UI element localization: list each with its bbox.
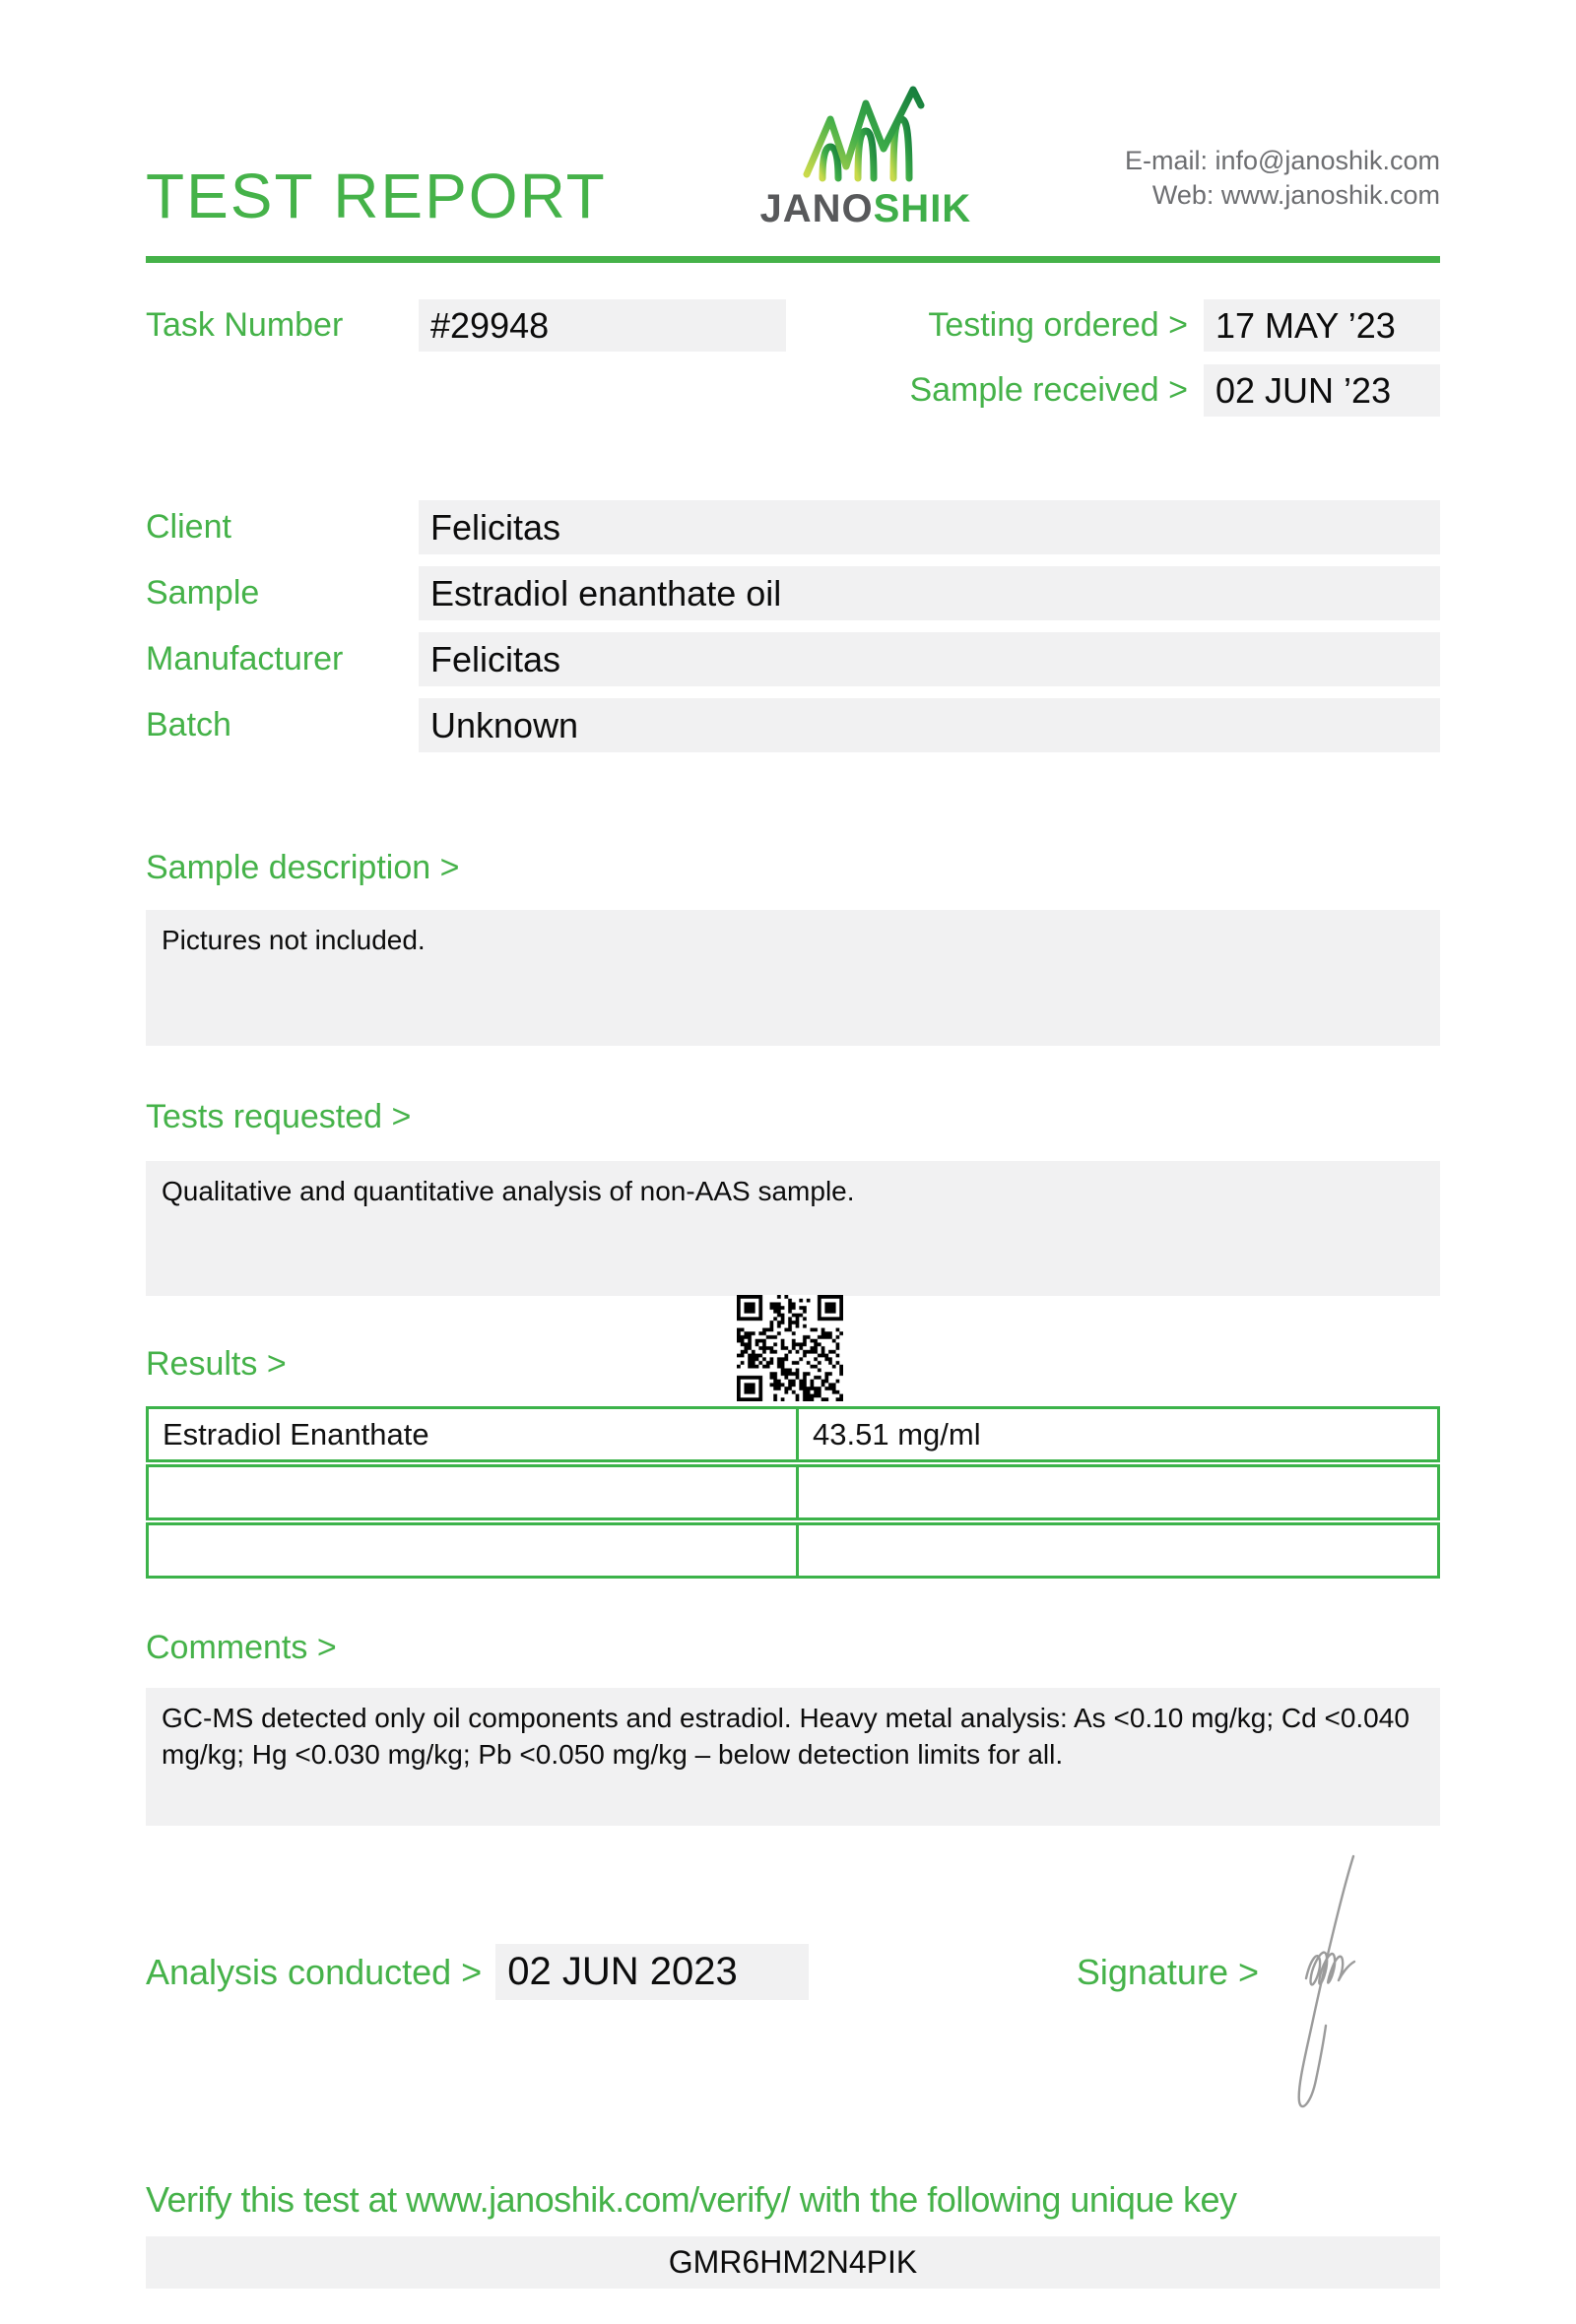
logo-jano: JANO (759, 187, 874, 230)
analyte-cell (149, 1467, 799, 1517)
signature-label: Signature > (1076, 1951, 1259, 1992)
result-value-cell: 43.51 mg/ml (813, 1417, 981, 1452)
tests-requested-box (146, 1161, 1440, 1296)
task-number-group (146, 299, 786, 417)
table-row (146, 1406, 1440, 1462)
sample-received-value: 02 JUN ’23 (1204, 364, 1440, 417)
sample-description-heading: Sample description > (146, 849, 460, 886)
unique-key-box: GMR6HM2N4PIK (146, 2236, 1440, 2289)
sample-value: Estradiol enanthate oil (419, 566, 1440, 620)
manufacturer-label: Manufacturer (146, 640, 344, 678)
contact-block (1125, 144, 1440, 213)
sample-description-text: Pictures not included. (162, 925, 426, 955)
table-row (146, 1522, 1440, 1579)
testing-ordered-value: 17 MAY ’23 (1204, 299, 1440, 352)
janoshik-logo (743, 82, 989, 230)
results-section (146, 1342, 1440, 1579)
conclusion-row (146, 1944, 1440, 2000)
tests-requested-text: Qualitative and quantitative analysis of non-AAS sample. (162, 1176, 855, 1206)
growth-chart-icon (801, 82, 931, 187)
dates-group (888, 299, 1440, 417)
page-title: TEST REPORT (146, 161, 607, 232)
testing-ordered-row (888, 299, 1440, 352)
info-row-sample (146, 566, 1440, 620)
logo-shik: SHIK (873, 187, 972, 230)
analysis-conducted-label: Analysis conducted > (146, 1951, 483, 1992)
info-row-client (146, 500, 1440, 554)
handwritten-signature (1273, 1850, 1391, 2131)
batch-label: Batch (146, 706, 231, 743)
verify-instruction: Verify this test at www.janoshik.com/verify/ with the following unique key (146, 2179, 1237, 2220)
sample-received-row (888, 364, 1440, 417)
email-line: E-mail: info@janoshik.com (1124, 145, 1440, 175)
info-row-manufacturer (146, 632, 1440, 686)
qr-code (737, 1295, 843, 1401)
sample-label: Sample (146, 574, 260, 612)
comments-heading: Comments > (146, 1629, 337, 1666)
result-value-cell (799, 1525, 1437, 1576)
analyte-cell: Estradiol Enanthate (149, 1409, 799, 1459)
analysis-conducted-value: 02 JUN 2023 (495, 1944, 809, 2000)
result-value-cell (799, 1467, 1437, 1517)
info-row-batch (146, 698, 1440, 752)
client-label: Client (146, 508, 231, 546)
sample-description-box (146, 910, 1440, 1046)
testing-ordered-label: Testing ordered > (928, 306, 1188, 344)
client-value: Felicitas (419, 500, 1440, 554)
comments-box (146, 1688, 1440, 1826)
logo-wordmark (759, 187, 971, 230)
header (146, 0, 1440, 232)
header-divider (146, 256, 1440, 263)
analyte-cell (149, 1525, 799, 1576)
web-line: Web: www.janoshik.com (1151, 179, 1440, 210)
results-table (146, 1406, 1440, 1579)
comments-text: GC-MS detected only oil components and estradiol. Heavy metal analysis: As <0.10 mg/kg; Cd <0.040 mg/kg; Hg <0.030 mg/kg; Pb <0.050 mg/kg – below detection limits for all. (162, 1703, 1410, 1770)
results-heading: Results > (146, 1345, 287, 1383)
sample-info (146, 500, 1440, 752)
manufacturer-value: Felicitas (419, 632, 1440, 686)
task-number-value: #29948 (419, 299, 786, 352)
sample-received-label: Sample received > (909, 371, 1188, 409)
signature-area (1273, 1944, 1440, 2000)
meta-row (146, 299, 1440, 417)
tests-requested-heading: Tests requested > (146, 1098, 412, 1135)
task-number-label: Task Number (146, 306, 344, 344)
batch-value: Unknown (419, 698, 1440, 752)
table-row (146, 1464, 1440, 1520)
